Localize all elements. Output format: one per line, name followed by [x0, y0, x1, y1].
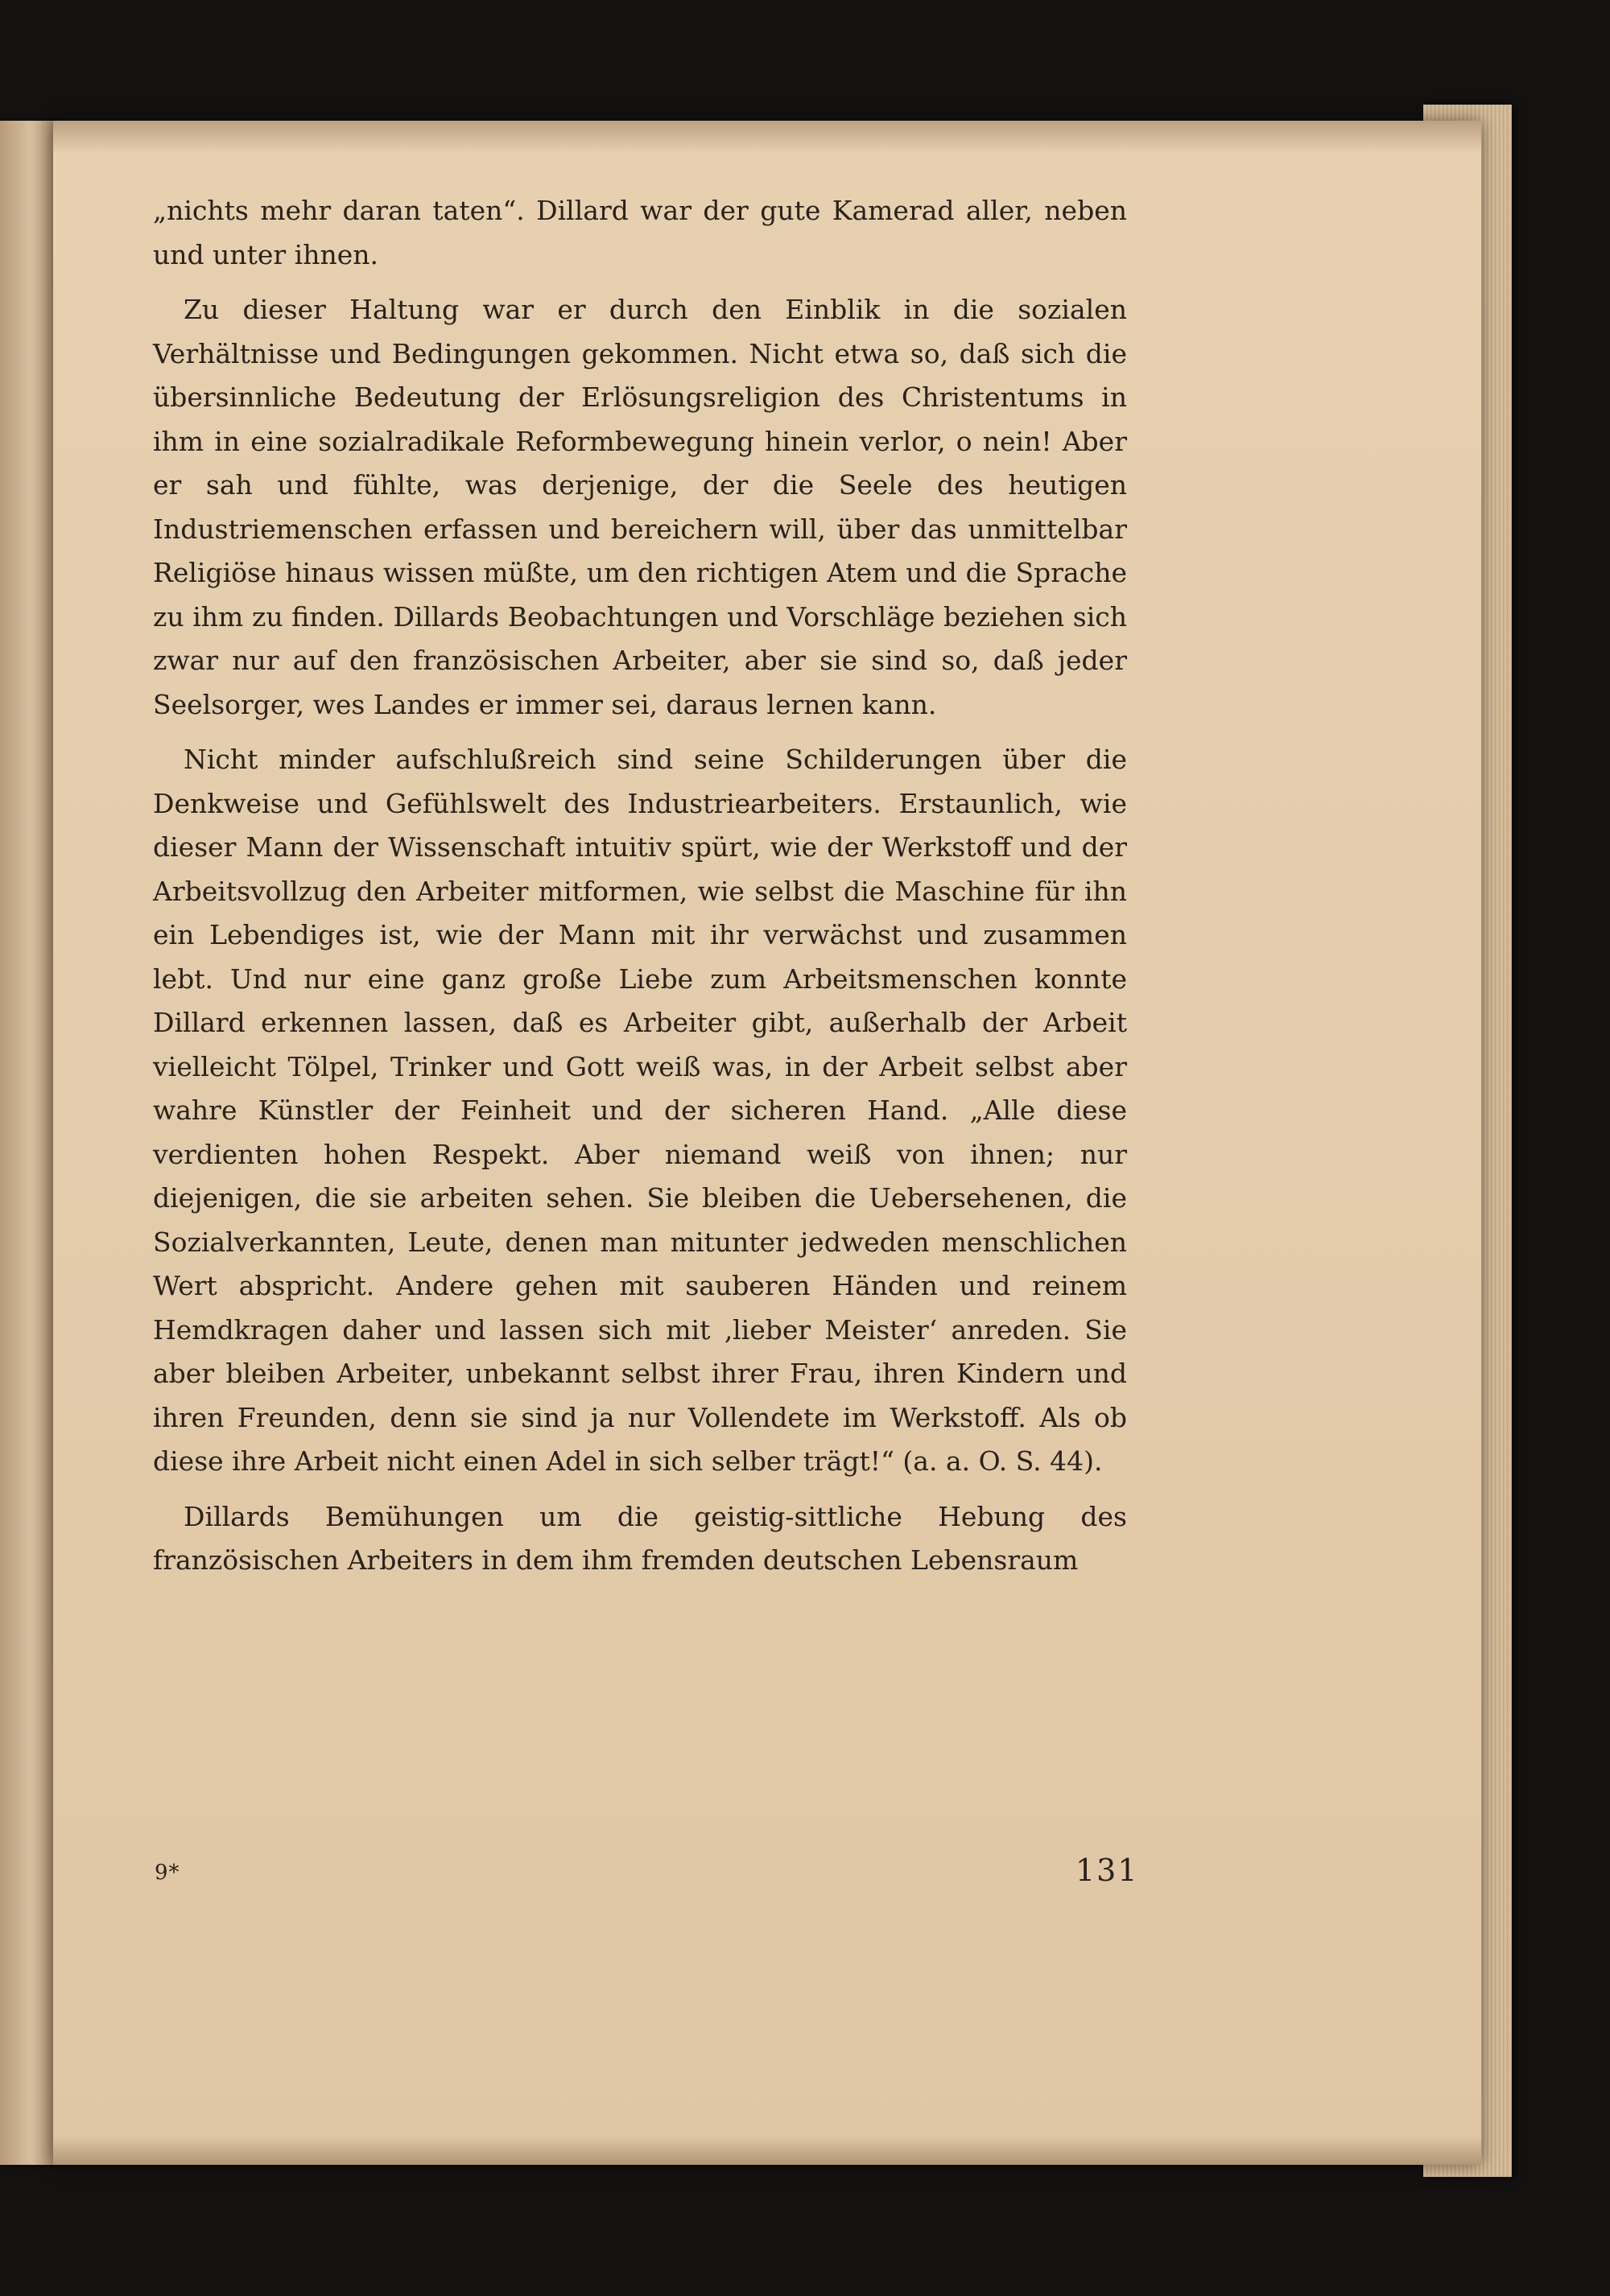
page-bottom-shadow — [53, 2136, 1481, 2165]
body-text — [153, 189, 1127, 1594]
paragraph-1: „nichts mehr daran taten“. Dillard war der gute Kamerad aller, neben und unter ihnen. — [153, 195, 1127, 270]
page-top-shadow — [53, 121, 1481, 153]
signature-mark: 9* — [155, 1861, 180, 1885]
paragraph-4: Dillards Bemühungen um die geistig-sittliche Hebung des französischen Arbeiters in dem ihm fremden deutschen Lebensraum — [153, 1500, 1127, 1576]
paragraph-2: Zu dieser Haltung war er durch den Einblik in die sozialen Verhältnisse und Bedingungen gekommen. Nicht etwa so, daß sich die übersinnliche Bedeutung der Erlösungsreligion des Christentums in ihm in eine sozialradikale Reformbewegung hinein verlor, o nein! Aber er sah und fühlte, was derjenige, der die Seele des heutigen Industriemenschen erfassen und bereichern will, über das unmittelbar Religiöse hinaus wissen müßte, um den richtigen Atem und die Sprache zu ihm zu finden. Dillards Beobachtungen und Vorschläge beziehen sich zwar nur auf den französischen Arbeiter, aber sie sind so, daß jeder Seelsorger, wes Landes er immer sei, daraus lernen kann. — [153, 294, 1127, 720]
paragraph-3: Nicht minder aufschlußreich sind seine Schilderungen über die Denkweise und Gefühlswelt des Industriearbeiters. Erstaunlich, wie dieser Mann der Wissenschaft intuitiv spürt, wie der Werkstoff und der Arbeitsvollzug den Arbeiter mitformen, wie selbst die Maschine für ihn ein Lebendiges ist, wie der Mann mit ihr verwächst und zusammen lebt. Und nur eine ganz große Liebe zum Arbeitsmenschen konnte Dillard erkennen lassen, daß es Arbeiter gibt, außerhalb der Arbeit vielleicht Tölpel, Trinker und Gott weiß was, in der Arbeit selbst aber wahre Künstler der Feinheit und der sicheren Hand. „Alle diese verdienten hohen Respekt. Aber niemand weiß von ihnen; nur diejenigen, die sie arbeiten sehen. Sie bleiben die Uebersehenen, die Sozialverkannten, Leute, denen man mitunter jedweden menschlichen Wert abspricht. Andere gehen mit sauberen Händen und reinem Hemdkragen daher und lassen sich mit ‚lieber Meister‘ anreden. Sie aber bleiben Arbeiter, unbekannt selbst ihrer Frau, ihren Kindern und ihren Freunden, denn sie sind ja nur Vollendete im Werkstoff. Als ob diese ihre Arbeit nicht einen Adel in sich selber trägt!“ (a. a. O. S. 44). — [153, 744, 1127, 1477]
page-number: 131 — [1075, 1853, 1139, 1888]
left-page-edge — [0, 121, 56, 2165]
